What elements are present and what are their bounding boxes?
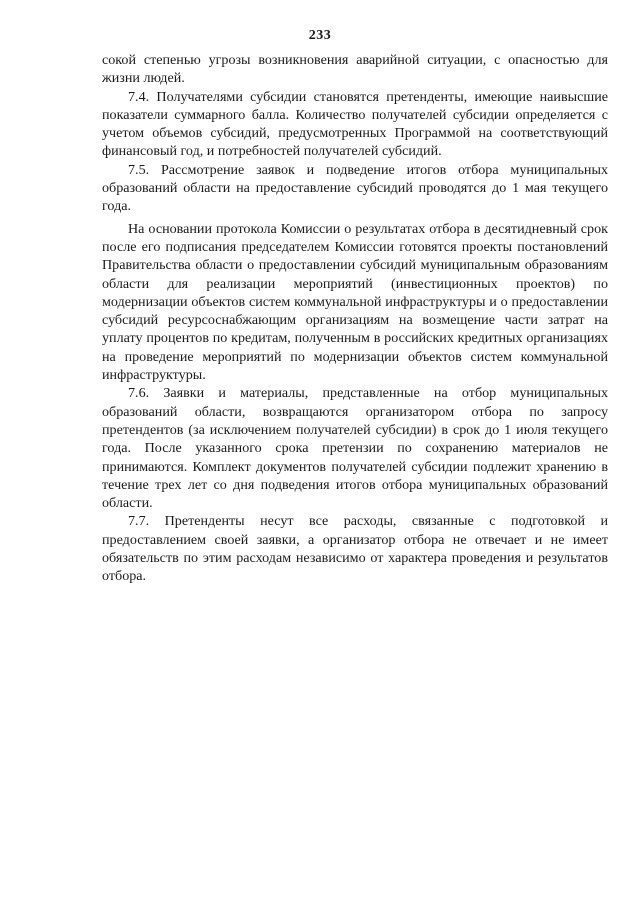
paragraph-7-4: 7.4. Получателями субсидии становятся претенденты, имеющие наивысшие показатели суммарного балла. Количество получателей субсидии определяется с учетом объемов субсидий, предусмотренных Программой на соответствующий финансовый год, и потребностей получателей субсидий. [102,88,608,160]
paragraph-protocol: На основании протокола Комиссии о результатах отбора в десятидневный срок после его подписания председателем Комиссии готовятся проекты постановлений Правительства области о предоставлении субсидий муниципальным образованиям области для реализации мероприятий (инвестиционных проектов) по модернизации объектов систем коммунальной инфраструктуры и о предоставлении субсидий ресурсоснабжающим организациям на возмещение части затрат на уплату процентов по кредитам, полученным в российских кредитных организациях на проведение мероприятий по модернизации объектов систем коммунальной инфраструктуры. [102,220,608,384]
page-number: 233 [308,28,332,43]
paragraph-7-6: 7.6. Заявки и материалы, представленные на отбор муниципальных образований области, возвращаются организатором отбора по запросу претендентов (за исключением получателей субсидии) в срок до 1 июля текущего года. После указанного срока претензии по сохранению материалов не принимаются. Комплект документов получателей субсидии подлежит хранению в течение трех лет со дня подведения итогов отбора муниципальных образований области. [102,385,608,512]
paragraph-continuation: сокой степенью угрозы возникновения аварийной ситуации, с опасностью для жизни людей. [102,52,608,87]
paragraph-7-5: 7.5. Рассмотрение заявок и подведение итогов отбора муниципальных образований области на предоставление субсидий проводятся до 1 мая текущего года. [102,161,608,215]
paragraph-7-7: 7.7. Претенденты несут все расходы, связанные с подготовкой и предоставлением своей заявки, а организатор отбора не отвечает и не имеет обязательств по этим расходам независимо от характера проведения и результатов отбора. [102,513,608,585]
document-body [102,51,608,586]
